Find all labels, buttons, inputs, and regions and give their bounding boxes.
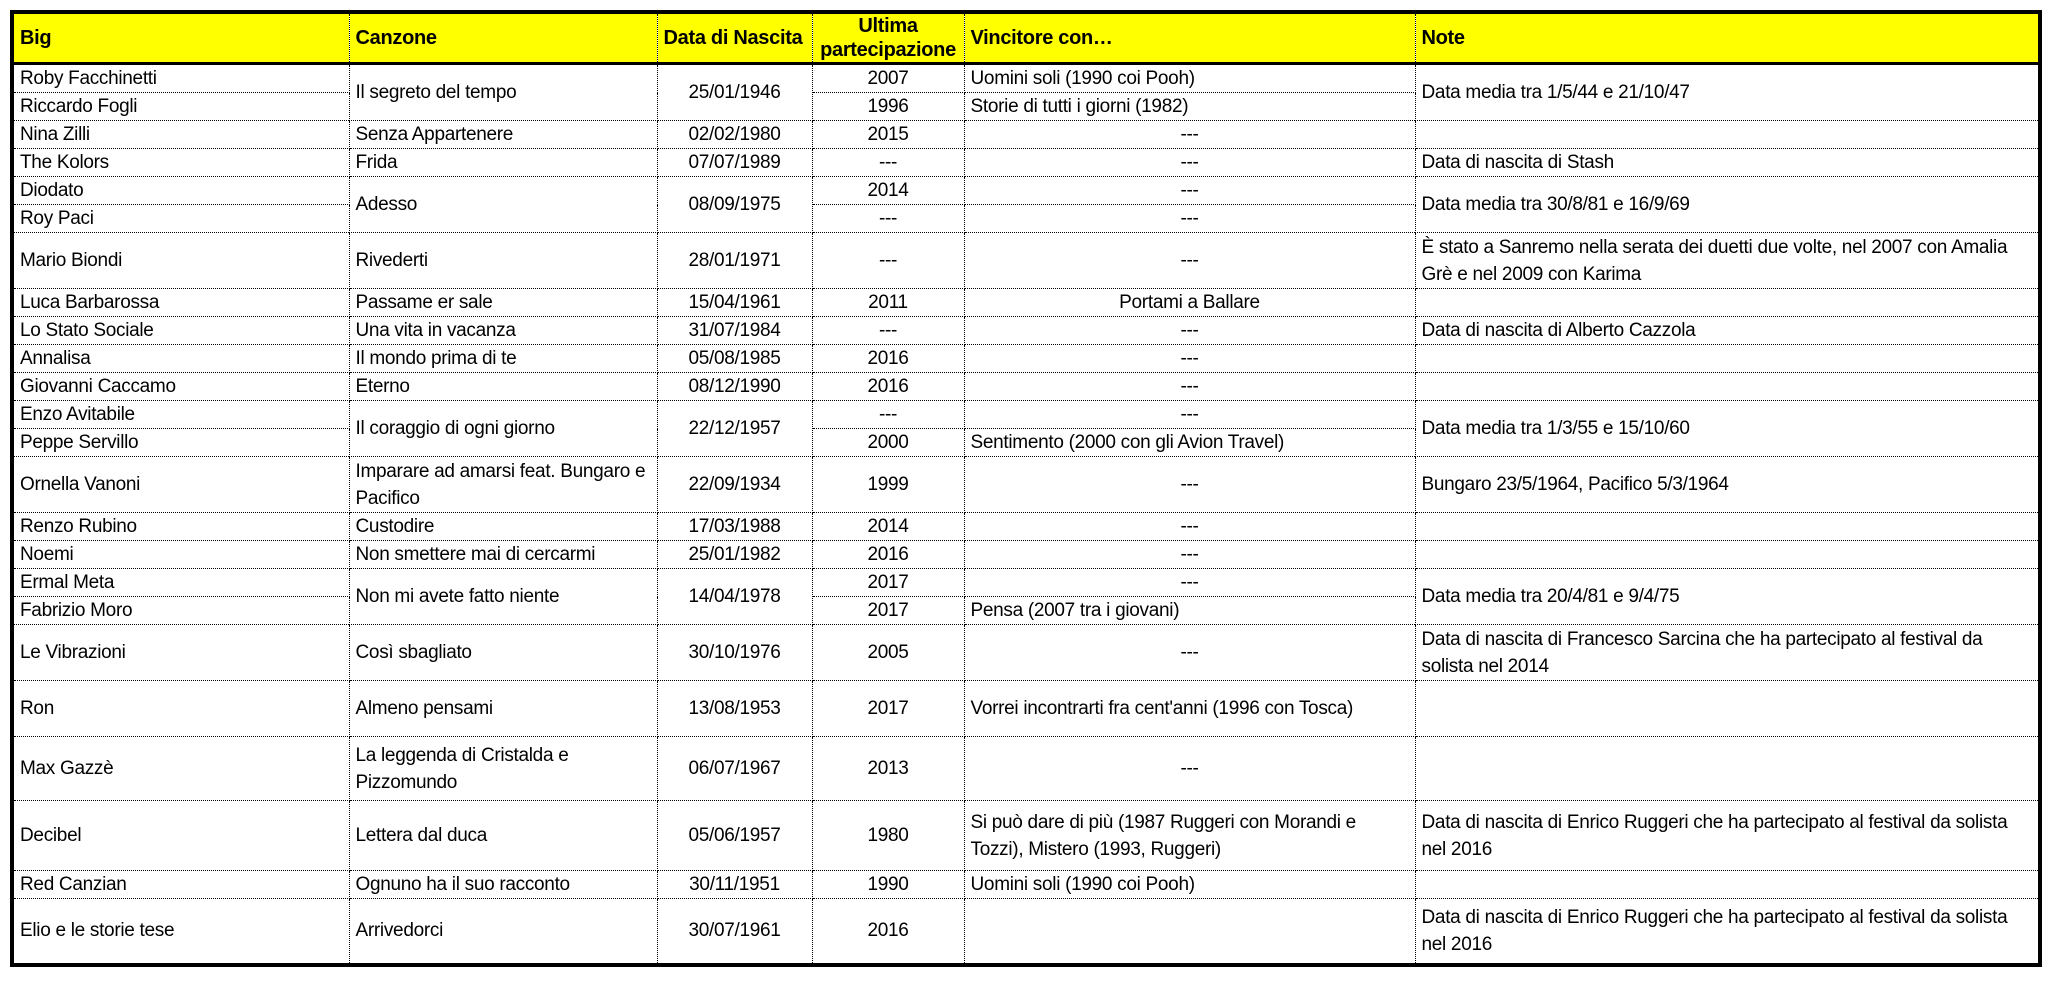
table-row [12, 289, 2040, 317]
table-row [12, 737, 2040, 801]
table-row [12, 373, 2040, 401]
table-body [12, 64, 2040, 965]
cell-canzone: Il mondo prima di te [349, 345, 657, 373]
cell-note [1415, 345, 2040, 373]
cell-big: Elio e le storie tese [12, 899, 349, 965]
cell-note: Data media tra 1/5/44 e 21/10/47 [1415, 64, 2040, 121]
cell-ultima: 2016 [812, 541, 964, 569]
cell-big: Nina Zilli [12, 121, 349, 149]
cell-big: Roby Facchinetti [12, 64, 349, 93]
column-header-big: Big [12, 12, 349, 64]
cell-canzone: Non mi avete fatto niente [349, 569, 657, 625]
cell-vincitore: --- [964, 177, 1415, 205]
column-header-nascita: Data di Nascita [657, 12, 812, 64]
table-header [12, 12, 2040, 64]
table-row [12, 569, 2040, 597]
cell-canzone: Imparare ad amarsi feat. Bungaro e Pacifico [349, 457, 657, 513]
cell-ultima: 1980 [812, 801, 964, 871]
cell-canzone: Custodire [349, 513, 657, 541]
cell-big: Ermal Meta [12, 569, 349, 597]
table-row [12, 64, 2040, 93]
cell-canzone: Il segreto del tempo [349, 64, 657, 121]
sanremo-big-table [10, 10, 2042, 967]
cell-nascita: 05/08/1985 [657, 345, 812, 373]
cell-vincitore: --- [964, 317, 1415, 345]
cell-nascita: 31/07/1984 [657, 317, 812, 345]
cell-big: Lo Stato Sociale [12, 317, 349, 345]
cell-vincitore: --- [964, 121, 1415, 149]
cell-big: Noemi [12, 541, 349, 569]
cell-big: Max Gazzè [12, 737, 349, 801]
cell-note: Data di nascita di Enrico Ruggeri che ha partecipato al festival da solista nel 2016 [1415, 801, 2040, 871]
cell-ultima: --- [812, 233, 964, 289]
cell-vincitore: --- [964, 513, 1415, 541]
table-row [12, 541, 2040, 569]
cell-nascita: 22/12/1957 [657, 401, 812, 457]
cell-note: Data di nascita di Francesco Sarcina che ha partecipato al festival da solista nel 2014 [1415, 625, 2040, 681]
cell-big: Mario Biondi [12, 233, 349, 289]
cell-ultima: --- [812, 205, 964, 233]
cell-ultima: 1996 [812, 93, 964, 121]
cell-note: Data di nascita di Stash [1415, 149, 2040, 177]
cell-big: Enzo Avitabile [12, 401, 349, 429]
cell-ultima: --- [812, 317, 964, 345]
cell-nascita: 30/11/1951 [657, 871, 812, 899]
cell-ultima: 2013 [812, 737, 964, 801]
cell-vincitore: --- [964, 625, 1415, 681]
cell-note: Data media tra 30/8/81 e 16/9/69 [1415, 177, 2040, 233]
cell-ultima: 2017 [812, 597, 964, 625]
cell-canzone: Una vita in vacanza [349, 317, 657, 345]
cell-nascita: 13/08/1953 [657, 681, 812, 737]
cell-vincitore: --- [964, 457, 1415, 513]
cell-nascita: 05/06/1957 [657, 801, 812, 871]
header-row [12, 12, 2040, 64]
cell-vincitore: Storie di tutti i giorni (1982) [964, 93, 1415, 121]
table-row [12, 513, 2040, 541]
cell-vincitore: --- [964, 737, 1415, 801]
cell-big: Annalisa [12, 345, 349, 373]
cell-canzone: Almeno pensami [349, 681, 657, 737]
cell-nascita: 25/01/1946 [657, 64, 812, 121]
table-row [12, 121, 2040, 149]
cell-vincitore: --- [964, 233, 1415, 289]
cell-big: Giovanni Caccamo [12, 373, 349, 401]
cell-vincitore [964, 899, 1415, 965]
column-header-note: Note [1415, 12, 2040, 64]
cell-ultima: 2007 [812, 64, 964, 93]
column-header-ultima: Ultima partecipazione [812, 12, 964, 64]
table-row [12, 401, 2040, 429]
cell-big: The Kolors [12, 149, 349, 177]
cell-ultima: 2011 [812, 289, 964, 317]
cell-canzone: Senza Appartenere [349, 121, 657, 149]
cell-vincitore: Si può dare di più (1987 Ruggeri con Morandi e Tozzi), Mistero (1993, Ruggeri) [964, 801, 1415, 871]
cell-note [1415, 373, 2040, 401]
cell-note: Bungaro 23/5/1964, Pacifico 5/3/1964 [1415, 457, 2040, 513]
table-row [12, 801, 2040, 871]
cell-big: Renzo Rubino [12, 513, 349, 541]
table-row [12, 233, 2040, 289]
cell-big: Ornella Vanoni [12, 457, 349, 513]
cell-vincitore: --- [964, 205, 1415, 233]
cell-ultima: 2014 [812, 513, 964, 541]
cell-note [1415, 737, 2040, 801]
cell-vincitore: Portami a Ballare [964, 289, 1415, 317]
cell-big: Ron [12, 681, 349, 737]
cell-nascita: 06/07/1967 [657, 737, 812, 801]
cell-ultima: 2000 [812, 429, 964, 457]
cell-vincitore: --- [964, 569, 1415, 597]
cell-canzone: Non smettere mai di cercarmi [349, 541, 657, 569]
cell-note [1415, 541, 2040, 569]
cell-nascita: 25/01/1982 [657, 541, 812, 569]
cell-ultima: 2017 [812, 569, 964, 597]
cell-ultima: 2015 [812, 121, 964, 149]
table-row [12, 345, 2040, 373]
cell-canzone: Così sbagliato [349, 625, 657, 681]
cell-nascita: 07/07/1989 [657, 149, 812, 177]
cell-canzone: Adesso [349, 177, 657, 233]
cell-vincitore: --- [964, 401, 1415, 429]
cell-big: Riccardo Fogli [12, 93, 349, 121]
cell-nascita: 28/01/1971 [657, 233, 812, 289]
cell-vincitore: Vorrei incontrarti fra cent'anni (1996 con Tosca) [964, 681, 1415, 737]
cell-canzone: Eterno [349, 373, 657, 401]
table-row [12, 317, 2040, 345]
cell-canzone: La leggenda di Cristalda e Pizzomundo [349, 737, 657, 801]
cell-nascita: 08/09/1975 [657, 177, 812, 233]
column-header-vincitore: Vincitore con… [964, 12, 1415, 64]
cell-canzone: Il coraggio di ogni giorno [349, 401, 657, 457]
cell-big: Decibel [12, 801, 349, 871]
cell-nascita: 22/09/1934 [657, 457, 812, 513]
cell-big: Fabrizio Moro [12, 597, 349, 625]
cell-ultima: 2005 [812, 625, 964, 681]
cell-note [1415, 681, 2040, 737]
cell-vincitore: Uomini soli (1990 coi Pooh) [964, 64, 1415, 93]
table-row [12, 149, 2040, 177]
cell-nascita: 08/12/1990 [657, 373, 812, 401]
cell-big: Peppe Servillo [12, 429, 349, 457]
cell-nascita: 17/03/1988 [657, 513, 812, 541]
cell-big: Luca Barbarossa [12, 289, 349, 317]
table-row [12, 177, 2040, 205]
cell-ultima: 1999 [812, 457, 964, 513]
table-row [12, 457, 2040, 513]
cell-note: Data media tra 1/3/55 e 15/10/60 [1415, 401, 2040, 457]
cell-nascita: 30/10/1976 [657, 625, 812, 681]
cell-note [1415, 289, 2040, 317]
cell-vincitore: --- [964, 541, 1415, 569]
cell-nascita: 02/02/1980 [657, 121, 812, 149]
cell-ultima: 2016 [812, 373, 964, 401]
cell-canzone: Frida [349, 149, 657, 177]
cell-note: Data media tra 20/4/81 e 9/4/75 [1415, 569, 2040, 625]
cell-vincitore: Uomini soli (1990 coi Pooh) [964, 871, 1415, 899]
cell-vincitore: Sentimento (2000 con gli Avion Travel) [964, 429, 1415, 457]
table-row [12, 625, 2040, 681]
cell-nascita: 30/07/1961 [657, 899, 812, 965]
cell-note [1415, 121, 2040, 149]
table-row [12, 899, 2040, 965]
cell-ultima: 1990 [812, 871, 964, 899]
cell-ultima: 2016 [812, 345, 964, 373]
cell-nascita: 14/04/1978 [657, 569, 812, 625]
cell-big: Red Canzian [12, 871, 349, 899]
cell-vincitore: --- [964, 149, 1415, 177]
cell-big: Diodato [12, 177, 349, 205]
cell-note: È stato a Sanremo nella serata dei duetti due volte, nel 2007 con Amalia Grè e nel 2009 con Karima [1415, 233, 2040, 289]
cell-canzone: Rivederti [349, 233, 657, 289]
cell-vincitore: --- [964, 345, 1415, 373]
cell-ultima: --- [812, 149, 964, 177]
cell-canzone: Ognuno ha il suo racconto [349, 871, 657, 899]
cell-note: Data di nascita di Enrico Ruggeri che ha partecipato al festival da solista nel 2016 [1415, 899, 2040, 965]
sheet-area [10, 10, 2042, 967]
cell-ultima: 2016 [812, 899, 964, 965]
table-row [12, 871, 2040, 899]
cell-big: Le Vibrazioni [12, 625, 349, 681]
cell-canzone: Passame er sale [349, 289, 657, 317]
cell-canzone: Lettera dal duca [349, 801, 657, 871]
cell-big: Roy Paci [12, 205, 349, 233]
cell-nascita: 15/04/1961 [657, 289, 812, 317]
table-row [12, 681, 2040, 737]
cell-note [1415, 513, 2040, 541]
cell-vincitore: Pensa (2007 tra i giovani) [964, 597, 1415, 625]
column-header-canzone: Canzone [349, 12, 657, 64]
cell-ultima: --- [812, 401, 964, 429]
cell-canzone: Arrivedorci [349, 899, 657, 965]
cell-ultima: 2014 [812, 177, 964, 205]
cell-ultima: 2017 [812, 681, 964, 737]
cell-vincitore: --- [964, 373, 1415, 401]
cell-note: Data di nascita di Alberto Cazzola [1415, 317, 2040, 345]
cell-note [1415, 871, 2040, 899]
